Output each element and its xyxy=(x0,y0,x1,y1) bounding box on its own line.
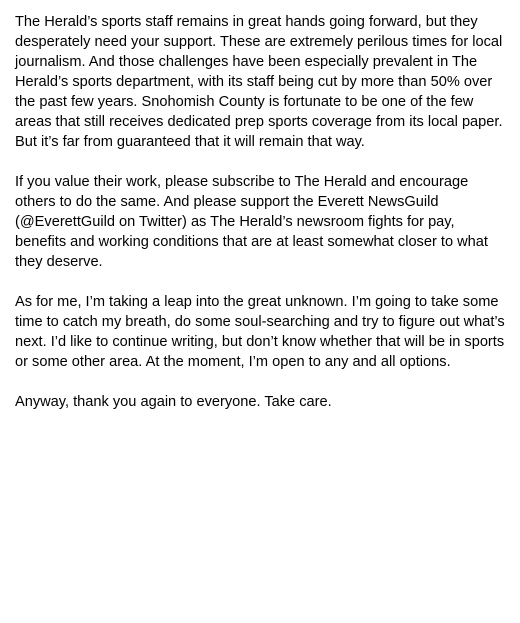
paragraph-next-steps: As for me, I’m taking a leap into the great unknown. I’m going to take some time to catch my breath, do some soul-searching and try to figure out what’s next. I’d like to continue writing, but don’t know whether that will be in sports or some other area. At the moment, I’m open to any and all options. xyxy=(15,294,505,370)
paragraph-subscribe: If you value their work, please subscribe to The Herald and encourage others to do the same. And please support the Everett NewsGuild (@EverettGuild on Twitter) as The Herald’s newsroom fights for pay, benefits and working conditions that are at least somewhat closer to what they deserve. xyxy=(15,174,488,270)
paragraph-closing: Anyway, thank you again to everyone. Take care. xyxy=(15,394,332,410)
paragraph-staff-support: The Herald’s sports staff remains in great hands going forward, but they desperately need your support. These are extremely perilous times for local journalism. And those challenges have been especially prevalent in The Herald’s sports department, with its staff being cut by more than 50% over the past few years. Snohomish County is fortunate to be one of the few areas that still receives dedicated prep sports coverage from its local paper. But it’s far from guaranteed that it will remain that way. xyxy=(15,14,503,150)
document-page xyxy=(15,12,507,432)
